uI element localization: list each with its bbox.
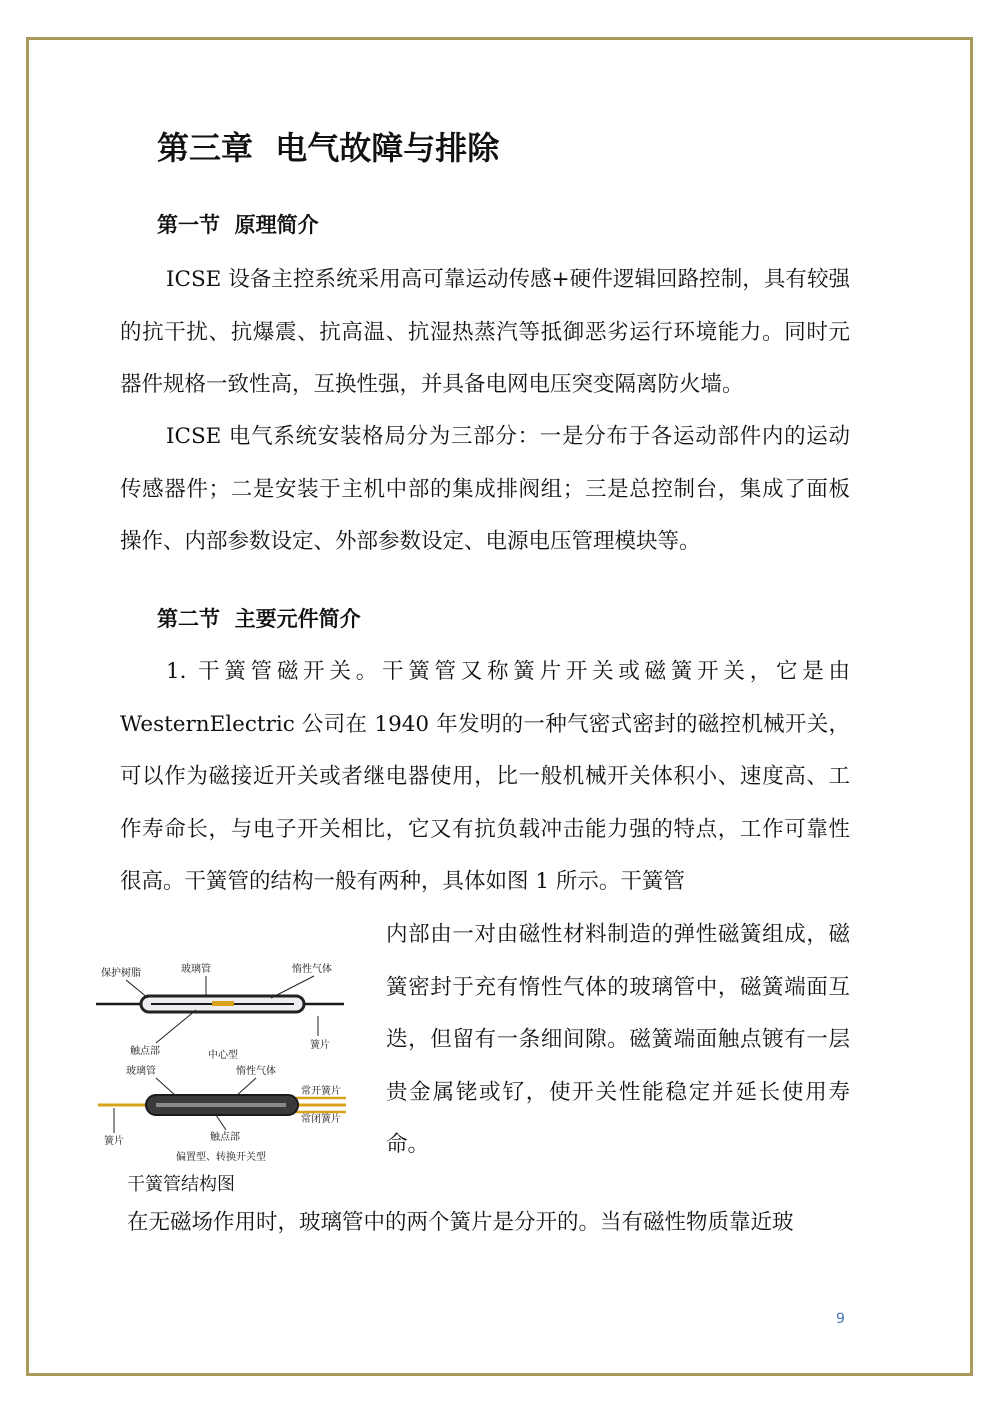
figure-caption: 干簧管结构图: [127, 1174, 235, 1195]
bottom-gas-pointer: [236, 1078, 256, 1096]
label-reed-top: 簧片: [310, 1040, 330, 1051]
section2-side-paragraph: 内部由一对由磁性材料制造的弹性磁簧组成，磁簧密封于充有惰性气体的玻璃管中，磁簧端面互迭，但留有一条细间隙。磁簧端面触点镀有一层贵金属铑或钌，使开关性能稳定并延长使用寿命。: [386, 922, 850, 1157]
section1-paragraph-1-text: ICSE 设备主控系统采用高可靠运动传感+硬件逻辑回路控制，具有较强的抗干扰、抗爆震、抗高温、抗湿热蒸汽等抵御恶劣运行环境能力。同时元器件规格一致性高，互换性强，并具备电网电压突变隔离防火墙。: [120, 267, 850, 397]
section2-paragraph-1-text: 1. 干簧管磁开关。干簧管又称簧片开关或磁簧开关，它是由 WesternElectric 公司在 1940 年发明的一种气密式密封的磁控机械开关，可以作为磁接近开关或者继电器使用，比一般机械开关体积小、速度高、工作寿命长，与电子开关相比，它又有抗负载冲击能力强的特点，工作可靠性很高。干簧管的结构一般有两种，具体如图 1 所示。干簧管: [120, 659, 850, 894]
top-resin-pointer: [126, 980, 148, 998]
section1-paragraph-2-text: ICSE 电气系统安装格局分为三部分：一是分布于各运动部件内的运动传感器件；二是安装于主机中部的集成排阀组；三是总控制台，集成了面板操作、内部参数设定、外部参数设定、电源电压管理模块等。: [120, 424, 850, 554]
label-reed-bottom: 簧片: [104, 1136, 124, 1147]
label-inert-gas-bottom: 惰性气体: [236, 1066, 276, 1077]
bottom-glass-pointer: [156, 1078, 176, 1096]
top-contact-pointer: [156, 1010, 196, 1043]
label-protective-resin: 保护树脂: [101, 968, 141, 979]
section1-paragraph-1: [120, 254, 850, 412]
label-contact-top: 触点部: [130, 1046, 160, 1057]
section1-paragraph-2: [120, 411, 850, 569]
bottom-reed-inner: [156, 1103, 286, 1107]
section2-paragraph-1: [120, 646, 850, 909]
reed-switch-diagram: [96, 958, 356, 1168]
section2-last-line: 在无磁场作用时，玻璃管中的两个簧片是分开的。当有磁性物质靠近玻: [127, 1210, 794, 1235]
label-glass-tube-top: 玻璃管: [181, 964, 211, 975]
label-glass-tube-bottom: 玻璃管: [126, 1066, 156, 1077]
label-biased-type: 偏置型、转换开关型: [176, 1152, 266, 1163]
label-normally-closed-reed: 常闭簧片: [301, 1114, 341, 1125]
page-number: 9: [836, 1311, 845, 1327]
top-contact: [212, 1001, 234, 1006]
label-normally-open-reed: 常开簧片: [301, 1086, 341, 1097]
label-inert-gas-top: 惰性气体: [292, 964, 332, 975]
section2-title: 第二节 主要元件简介: [157, 606, 361, 631]
reed-switch-figure: [96, 958, 356, 1168]
section1-title: 第一节 原理简介: [157, 212, 319, 237]
label-contact-bottom: 触点部: [210, 1132, 240, 1143]
bottom-contact-pointer: [216, 1115, 226, 1130]
chapter-title: 第三章 电气故障与排除: [157, 129, 500, 167]
label-center-type: 中心型: [208, 1050, 238, 1061]
